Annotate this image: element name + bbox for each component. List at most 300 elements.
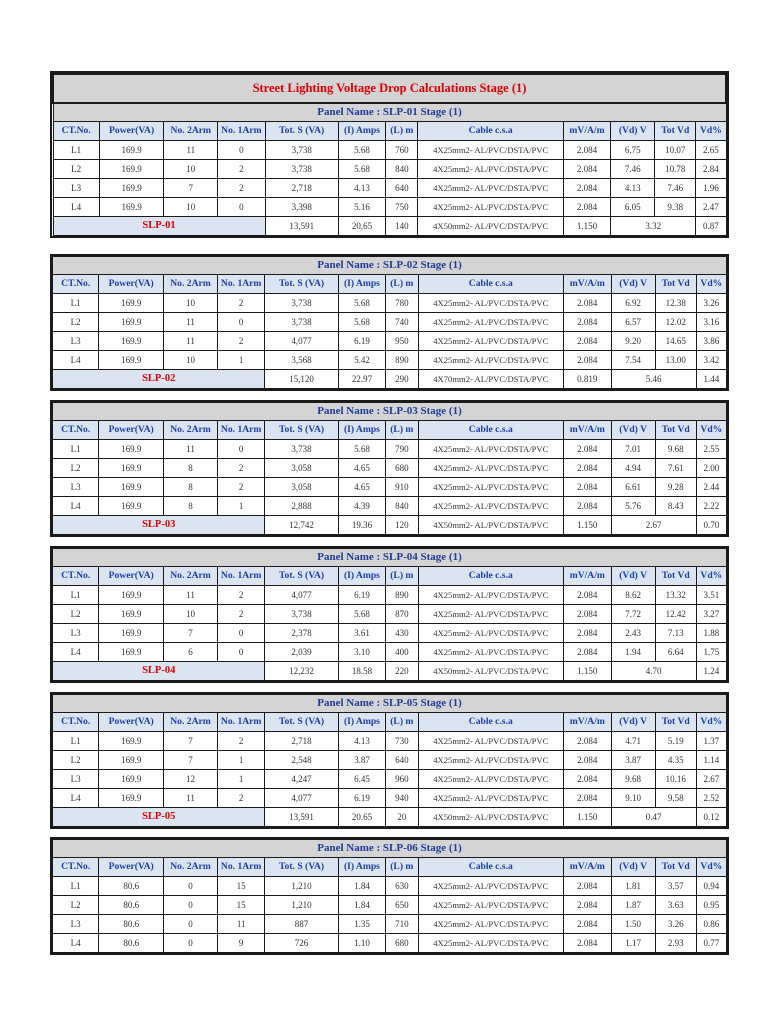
- cell-ct-no: L4: [53, 198, 99, 217]
- cell-amps: 6.19: [338, 332, 385, 351]
- summary-tot-s-va: 13,591: [265, 217, 338, 236]
- summary-vd: 0.47: [611, 808, 696, 827]
- cell-length-m: 890: [386, 586, 418, 605]
- cell-cable-csa: 4X25mm2- AL/PVC/DSTA/PVC: [418, 332, 564, 351]
- cell-vd-v: 4.71: [611, 732, 655, 751]
- column-header-amps: (I) Amps: [338, 421, 385, 440]
- cell-vd-pct: 3.42: [696, 351, 726, 370]
- cell-vd-v: 7.54: [611, 351, 655, 370]
- cell-length-m: 710: [386, 915, 418, 934]
- cell-power-va: 169.9: [99, 478, 164, 497]
- table-row: [53, 160, 726, 179]
- cell-power-va: 169.9: [99, 351, 164, 370]
- table-row: [53, 934, 727, 953]
- column-header-length-m: (L) m: [386, 858, 418, 877]
- cell-vd-pct: 0.77: [696, 934, 726, 953]
- summary-panel-name: SLP-04: [53, 662, 265, 681]
- cell-no-2arm: 11: [164, 313, 218, 332]
- column-header-tot-s-va: Tot. S (VA): [265, 567, 338, 586]
- cell-amps: 3.10: [338, 643, 385, 662]
- cell-no-1arm: 2: [217, 294, 264, 313]
- cell-ct-no: L3: [53, 770, 99, 789]
- column-header-amps: (I) Amps: [338, 567, 385, 586]
- cell-mv-a-m: 2.084: [564, 459, 611, 478]
- cell-cable-csa: 4X25mm2- AL/PVC/DSTA/PVC: [418, 198, 563, 217]
- panel-title: Panel Name : SLP-05 Stage (1): [53, 695, 727, 713]
- cell-vd-pct: 3.27: [696, 605, 726, 624]
- cell-tot-vd: 2.93: [655, 934, 696, 953]
- panel-table-6: [52, 839, 727, 953]
- column-header-cable-csa: Cable c.s.a: [418, 122, 563, 141]
- cell-length-m: 430: [386, 624, 418, 643]
- panel-title: Panel Name : SLP-02 Stage (1): [53, 257, 727, 275]
- cell-length-m: 960: [386, 770, 418, 789]
- column-header-vd-pct: Vd%: [696, 713, 726, 732]
- column-header-tot-vd: Tot Vd: [655, 713, 696, 732]
- summary-cable-csa: 4X50mm2- AL/PVC/DSTA/PVC: [418, 662, 564, 681]
- cell-vd-pct: 2.55: [696, 440, 726, 459]
- summary-vd-pct: 1.24: [696, 662, 726, 681]
- panel-summary-row: [53, 662, 727, 681]
- summary-tot-s-va: 12,742: [265, 516, 338, 535]
- column-header-cable-csa: Cable c.s.a: [418, 567, 564, 586]
- cell-vd-pct: 3.16: [696, 313, 726, 332]
- summary-cable-csa: 4X70mm2- AL/PVC/DSTA/PVC: [418, 370, 564, 389]
- cell-no-1arm: 9: [217, 934, 264, 953]
- cell-mv-a-m: 2.084: [564, 770, 611, 789]
- cell-power-va: 169.9: [99, 440, 164, 459]
- table-row: [53, 605, 727, 624]
- panel-title-row: [53, 549, 727, 567]
- cell-no-2arm: 7: [164, 624, 218, 643]
- cell-power-va: 169.9: [99, 624, 164, 643]
- cell-mv-a-m: 2.084: [564, 934, 611, 953]
- column-header-no-1arm: No. 1Arm: [218, 122, 265, 141]
- sheet-title-row: [53, 74, 726, 103]
- column-header-tot-s-va: Tot. S (VA): [265, 421, 338, 440]
- cell-power-va: 169.9: [99, 586, 164, 605]
- cell-no-2arm: 0: [164, 877, 218, 896]
- summary-vd: 2.67: [611, 516, 696, 535]
- cell-length-m: 910: [386, 478, 418, 497]
- cell-ct-no: L1: [53, 732, 99, 751]
- cell-tot-vd: 9.38: [655, 198, 696, 217]
- cell-mv-a-m: 2.084: [564, 440, 611, 459]
- cell-no-2arm: 7: [164, 179, 218, 198]
- table-row: [53, 351, 727, 370]
- cell-vd-v: 1.81: [611, 877, 655, 896]
- cell-amps: 5.68: [338, 160, 385, 179]
- cell-amps: 5.68: [338, 141, 385, 160]
- cell-vd-pct: 1.14: [696, 751, 726, 770]
- summary-amps: 19.36: [338, 516, 385, 535]
- summary-length-m: 220: [386, 662, 418, 681]
- cell-tot-s-va: 3,738: [265, 313, 338, 332]
- cell-vd-pct: 2.44: [696, 478, 726, 497]
- column-header-vd-pct: Vd%: [696, 122, 726, 141]
- cell-tot-s-va: 3,398: [265, 198, 338, 217]
- column-header-mv-a-m: mV/A/m: [564, 275, 611, 294]
- cell-no-1arm: 0: [217, 624, 264, 643]
- column-header-vd-v: (Vd) V: [611, 858, 655, 877]
- cell-no-1arm: 2: [217, 605, 264, 624]
- cell-power-va: 169.9: [99, 789, 164, 808]
- cell-mv-a-m: 2.084: [564, 789, 611, 808]
- summary-vd-pct: 0.87: [696, 217, 726, 236]
- cell-mv-a-m: 2.084: [564, 896, 611, 915]
- cell-ct-no: L4: [53, 789, 99, 808]
- cell-no-1arm: 0: [217, 440, 264, 459]
- panel-title: Panel Name : SLP-06 Stage (1): [53, 840, 727, 858]
- cell-power-va: 80.6: [99, 877, 164, 896]
- cell-vd-v: 8.62: [611, 586, 655, 605]
- cell-mv-a-m: 2.084: [563, 141, 610, 160]
- cell-vd-v: 6.75: [611, 141, 655, 160]
- cell-no-2arm: 10: [164, 351, 218, 370]
- column-header-no-1arm: No. 1Arm: [217, 275, 264, 294]
- cell-ct-no: L3: [53, 332, 99, 351]
- cell-tot-s-va: 2,039: [265, 643, 338, 662]
- cell-tot-s-va: 1,210: [265, 877, 338, 896]
- table-row: [53, 896, 727, 915]
- cell-length-m: 750: [386, 198, 418, 217]
- summary-mv-a-m: 0.819: [564, 370, 611, 389]
- cell-no-1arm: 0: [218, 141, 265, 160]
- cell-power-va: 169.9: [99, 141, 164, 160]
- cell-cable-csa: 4X25mm2- AL/PVC/DSTA/PVC: [418, 497, 564, 516]
- cell-mv-a-m: 2.084: [564, 624, 611, 643]
- cell-length-m: 640: [386, 751, 418, 770]
- cell-mv-a-m: 2.084: [564, 915, 611, 934]
- cell-no-2arm: 7: [164, 751, 218, 770]
- cell-mv-a-m: 2.084: [564, 294, 611, 313]
- column-header-cable-csa: Cable c.s.a: [418, 713, 564, 732]
- cell-vd-v: 9.10: [611, 789, 655, 808]
- cell-vd-pct: 0.94: [696, 877, 726, 896]
- cell-ct-no: L3: [53, 624, 99, 643]
- cell-cable-csa: 4X25mm2- AL/PVC/DSTA/PVC: [418, 770, 564, 789]
- cell-cable-csa: 4X25mm2- AL/PVC/DSTA/PVC: [418, 751, 564, 770]
- cell-tot-s-va: 4,077: [265, 789, 338, 808]
- cell-no-2arm: 7: [164, 732, 218, 751]
- column-header-vd-pct: Vd%: [696, 858, 726, 877]
- cell-power-va: 169.9: [99, 160, 164, 179]
- summary-cable-csa: 4X50mm2- AL/PVC/DSTA/PVC: [418, 516, 564, 535]
- column-header-no-2arm: No. 2Arm: [164, 275, 218, 294]
- cell-cable-csa: 4X25mm2- AL/PVC/DSTA/PVC: [418, 459, 564, 478]
- column-header-amps: (I) Amps: [338, 275, 385, 294]
- cell-tot-vd: 7.61: [655, 459, 696, 478]
- cell-tot-s-va: 1,210: [265, 896, 338, 915]
- cell-length-m: 780: [386, 294, 418, 313]
- table-row: [53, 497, 727, 516]
- cell-cable-csa: 4X25mm2- AL/PVC/DSTA/PVC: [418, 160, 563, 179]
- summary-amps: 18.58: [338, 662, 385, 681]
- cell-vd-pct: 2.22: [696, 497, 726, 516]
- cell-amps: 6.45: [338, 770, 385, 789]
- cell-power-va: 169.9: [99, 459, 164, 478]
- cell-tot-vd: 10.16: [655, 770, 696, 789]
- cell-no-2arm: 0: [164, 915, 218, 934]
- cell-vd-pct: 2.00: [696, 459, 726, 478]
- summary-panel-name: SLP-01: [53, 217, 265, 236]
- column-header-mv-a-m: mV/A/m: [564, 858, 611, 877]
- cell-power-va: 169.9: [99, 643, 164, 662]
- panel-title-row: [53, 695, 727, 713]
- cell-tot-s-va: 3,058: [265, 478, 338, 497]
- cell-amps: 4.39: [338, 497, 385, 516]
- cell-amps: 3.87: [338, 751, 385, 770]
- cell-vd-pct: 1.96: [696, 179, 726, 198]
- cell-no-1arm: 2: [217, 586, 264, 605]
- cell-amps: 4.13: [338, 179, 385, 198]
- cell-cable-csa: 4X25mm2- AL/PVC/DSTA/PVC: [418, 313, 564, 332]
- cell-tot-vd: 9.58: [655, 789, 696, 808]
- cell-ct-no: L3: [53, 478, 99, 497]
- cell-no-2arm: 10: [164, 198, 218, 217]
- column-header-power-va: Power(VA): [99, 122, 164, 141]
- cell-no-2arm: 10: [164, 605, 218, 624]
- panel-title-row: [53, 403, 727, 421]
- cell-vd-pct: 1.88: [696, 624, 726, 643]
- cell-length-m: 760: [386, 141, 418, 160]
- cell-power-va: 169.9: [99, 732, 164, 751]
- cell-mv-a-m: 2.084: [563, 179, 610, 198]
- column-header-row: [53, 275, 727, 294]
- cell-ct-no: L1: [53, 294, 99, 313]
- cell-ct-no: L3: [53, 915, 99, 934]
- column-header-vd-v: (Vd) V: [611, 713, 655, 732]
- cell-tot-vd: 7.46: [655, 179, 696, 198]
- column-header-power-va: Power(VA): [99, 421, 164, 440]
- cell-cable-csa: 4X25mm2- AL/PVC/DSTA/PVC: [418, 789, 564, 808]
- column-header-tot-vd: Tot Vd: [655, 275, 696, 294]
- column-header-power-va: Power(VA): [99, 713, 164, 732]
- column-header-power-va: Power(VA): [99, 567, 164, 586]
- column-header-no-2arm: No. 2Arm: [164, 567, 218, 586]
- column-header-amps: (I) Amps: [338, 122, 385, 141]
- cell-length-m: 790: [386, 440, 418, 459]
- cell-tot-vd: 13.32: [655, 586, 696, 605]
- cell-power-va: 169.9: [99, 198, 164, 217]
- cell-cable-csa: 4X25mm2- AL/PVC/DSTA/PVC: [418, 351, 564, 370]
- column-header-length-m: (L) m: [386, 421, 418, 440]
- cell-length-m: 840: [386, 160, 418, 179]
- cell-tot-s-va: 3,738: [265, 160, 338, 179]
- cell-tot-vd: 12.38: [655, 294, 696, 313]
- cell-tot-vd: 8.43: [655, 497, 696, 516]
- cell-no-1arm: 2: [218, 179, 265, 198]
- summary-cable-csa: 4X50mm2- AL/PVC/DSTA/PVC: [418, 217, 563, 236]
- column-header-vd-pct: Vd%: [696, 275, 726, 294]
- cell-mv-a-m: 2.084: [564, 605, 611, 624]
- column-header-vd-v: (Vd) V: [611, 421, 655, 440]
- cell-vd-v: 7.01: [611, 440, 655, 459]
- cell-length-m: 650: [386, 896, 418, 915]
- cell-amps: 3.61: [338, 624, 385, 643]
- cell-no-2arm: 11: [164, 141, 218, 160]
- column-header-tot-vd: Tot Vd: [655, 567, 696, 586]
- cell-cable-csa: 4X25mm2- AL/PVC/DSTA/PVC: [418, 605, 564, 624]
- cell-no-1arm: 0: [217, 313, 264, 332]
- summary-tot-s-va: 12,232: [265, 662, 338, 681]
- cell-vd-pct: 0.86: [696, 915, 726, 934]
- column-header-cable-csa: Cable c.s.a: [418, 421, 564, 440]
- table-row: [53, 751, 727, 770]
- cell-ct-no: L2: [53, 459, 99, 478]
- column-header-mv-a-m: mV/A/m: [564, 713, 611, 732]
- summary-panel-name: SLP-03: [53, 516, 265, 535]
- cell-power-va: 169.9: [99, 294, 164, 313]
- cell-length-m: 950: [386, 332, 418, 351]
- cell-no-2arm: 6: [164, 643, 218, 662]
- cell-cable-csa: 4X25mm2- AL/PVC/DSTA/PVC: [418, 586, 564, 605]
- cell-cable-csa: 4X25mm2- AL/PVC/DSTA/PVC: [418, 179, 563, 198]
- panel-table-4: [52, 548, 727, 681]
- column-header-row: [53, 421, 727, 440]
- summary-amps: 22.97: [338, 370, 385, 389]
- column-header-vd-v: (Vd) V: [611, 275, 655, 294]
- summary-cable-csa: 4X50mm2- AL/PVC/DSTA/PVC: [418, 808, 564, 827]
- cell-tot-s-va: 3,738: [265, 141, 338, 160]
- cell-no-1arm: 0: [217, 643, 264, 662]
- cell-length-m: 740: [386, 313, 418, 332]
- column-header-amps: (I) Amps: [338, 713, 385, 732]
- cell-no-2arm: 0: [164, 896, 218, 915]
- table-row: [53, 770, 727, 789]
- table-row: [53, 440, 727, 459]
- cell-ct-no: L1: [53, 586, 99, 605]
- cell-no-1arm: 2: [217, 789, 264, 808]
- cell-power-va: 80.6: [99, 896, 164, 915]
- cell-vd-pct: 1.37: [696, 732, 726, 751]
- cell-ct-no: L4: [53, 643, 99, 662]
- cell-tot-s-va: 3,738: [265, 440, 338, 459]
- cell-no-2arm: 12: [164, 770, 218, 789]
- cell-vd-pct: 1.75: [696, 643, 726, 662]
- table-row: [53, 141, 726, 160]
- cell-length-m: 400: [386, 643, 418, 662]
- cell-length-m: 890: [386, 351, 418, 370]
- column-header-tot-s-va: Tot. S (VA): [265, 275, 338, 294]
- column-header-row: [53, 567, 727, 586]
- cell-mv-a-m: 2.084: [564, 877, 611, 896]
- summary-vd-pct: 0.12: [696, 808, 726, 827]
- cell-power-va: 169.9: [99, 605, 164, 624]
- cell-tot-vd: 12.02: [655, 313, 696, 332]
- table-row: [53, 332, 727, 351]
- column-header-tot-vd: Tot Vd: [655, 122, 696, 141]
- column-header-ct-no: CT.No.: [53, 713, 99, 732]
- column-header-cable-csa: Cable c.s.a: [418, 858, 564, 877]
- cell-vd-v: 7.72: [611, 605, 655, 624]
- cell-vd-v: 6.05: [611, 198, 655, 217]
- cell-no-2arm: 10: [164, 160, 218, 179]
- cell-no-1arm: 15: [217, 896, 264, 915]
- cell-tot-s-va: 4,077: [265, 586, 338, 605]
- cell-vd-pct: 3.86: [696, 332, 726, 351]
- column-header-vd-pct: Vd%: [696, 567, 726, 586]
- cell-tot-s-va: 3,568: [265, 351, 338, 370]
- cell-amps: 6.19: [338, 789, 385, 808]
- panel-table-1: [52, 73, 727, 236]
- cell-amps: 5.68: [338, 294, 385, 313]
- cell-tot-s-va: 4,247: [265, 770, 338, 789]
- summary-amps: 20.65: [338, 217, 385, 236]
- summary-length-m: 120: [386, 516, 418, 535]
- cell-amps: 1.10: [338, 934, 385, 953]
- table-row: [53, 643, 727, 662]
- cell-cable-csa: 4X25mm2- AL/PVC/DSTA/PVC: [418, 877, 564, 896]
- summary-mv-a-m: 1.150: [563, 217, 610, 236]
- summary-panel-name: SLP-05: [53, 808, 265, 827]
- column-header-no-2arm: No. 2Arm: [164, 858, 218, 877]
- cell-no-1arm: 1: [217, 497, 264, 516]
- cell-no-2arm: 8: [164, 459, 218, 478]
- cell-no-2arm: 11: [164, 586, 218, 605]
- cell-amps: 5.68: [338, 605, 385, 624]
- cell-vd-v: 2.43: [611, 624, 655, 643]
- cell-no-2arm: 11: [164, 789, 218, 808]
- cell-ct-no: L2: [53, 313, 99, 332]
- summary-length-m: 20: [386, 808, 418, 827]
- cell-vd-v: 5.76: [611, 497, 655, 516]
- panel-title: Panel Name : SLP-04 Stage (1): [53, 549, 727, 567]
- cell-tot-vd: 3.26: [655, 915, 696, 934]
- cell-vd-v: 1.87: [611, 896, 655, 915]
- cell-mv-a-m: 2.084: [563, 198, 610, 217]
- column-header-vd-v: (Vd) V: [611, 567, 655, 586]
- cell-power-va: 169.9: [99, 770, 164, 789]
- cell-tot-s-va: 726: [265, 934, 338, 953]
- cell-vd-v: 7.46: [611, 160, 655, 179]
- cell-power-va: 169.9: [99, 497, 164, 516]
- cell-tot-vd: 10.07: [655, 141, 696, 160]
- cell-no-1arm: 1: [217, 770, 264, 789]
- cell-tot-vd: 3.63: [655, 896, 696, 915]
- cell-length-m: 680: [386, 459, 418, 478]
- cell-power-va: 80.6: [99, 915, 164, 934]
- table-row: [53, 198, 726, 217]
- cell-tot-s-va: 2,548: [265, 751, 338, 770]
- panel-table-5: [52, 694, 727, 827]
- summary-vd: 4.70: [611, 662, 696, 681]
- cell-cable-csa: 4X25mm2- AL/PVC/DSTA/PVC: [418, 440, 564, 459]
- summary-mv-a-m: 1.150: [564, 808, 611, 827]
- cell-ct-no: L4: [53, 497, 99, 516]
- column-header-ct-no: CT.No.: [53, 858, 99, 877]
- cell-amps: 1.84: [338, 896, 385, 915]
- table-row: [53, 877, 727, 896]
- cell-tot-vd: 3.57: [655, 877, 696, 896]
- cell-vd-pct: 0.95: [696, 896, 726, 915]
- cell-ct-no: L2: [53, 751, 99, 770]
- cell-tot-s-va: 2,718: [265, 732, 338, 751]
- cell-vd-pct: 2.67: [696, 770, 726, 789]
- column-header-no-2arm: No. 2Arm: [164, 713, 218, 732]
- cell-cable-csa: 4X25mm2- AL/PVC/DSTA/PVC: [418, 896, 564, 915]
- column-header-tot-vd: Tot Vd: [655, 858, 696, 877]
- panel-title: Panel Name : SLP-03 Stage (1): [53, 403, 727, 421]
- column-header-row: [53, 713, 727, 732]
- cell-tot-s-va: 4,077: [265, 332, 338, 351]
- cell-length-m: 730: [386, 732, 418, 751]
- summary-tot-s-va: 13,591: [265, 808, 338, 827]
- column-header-ct-no: CT.No.: [53, 421, 99, 440]
- cell-tot-s-va: 2,718: [265, 179, 338, 198]
- cell-ct-no: L1: [53, 141, 99, 160]
- cell-amps: 4.65: [338, 478, 385, 497]
